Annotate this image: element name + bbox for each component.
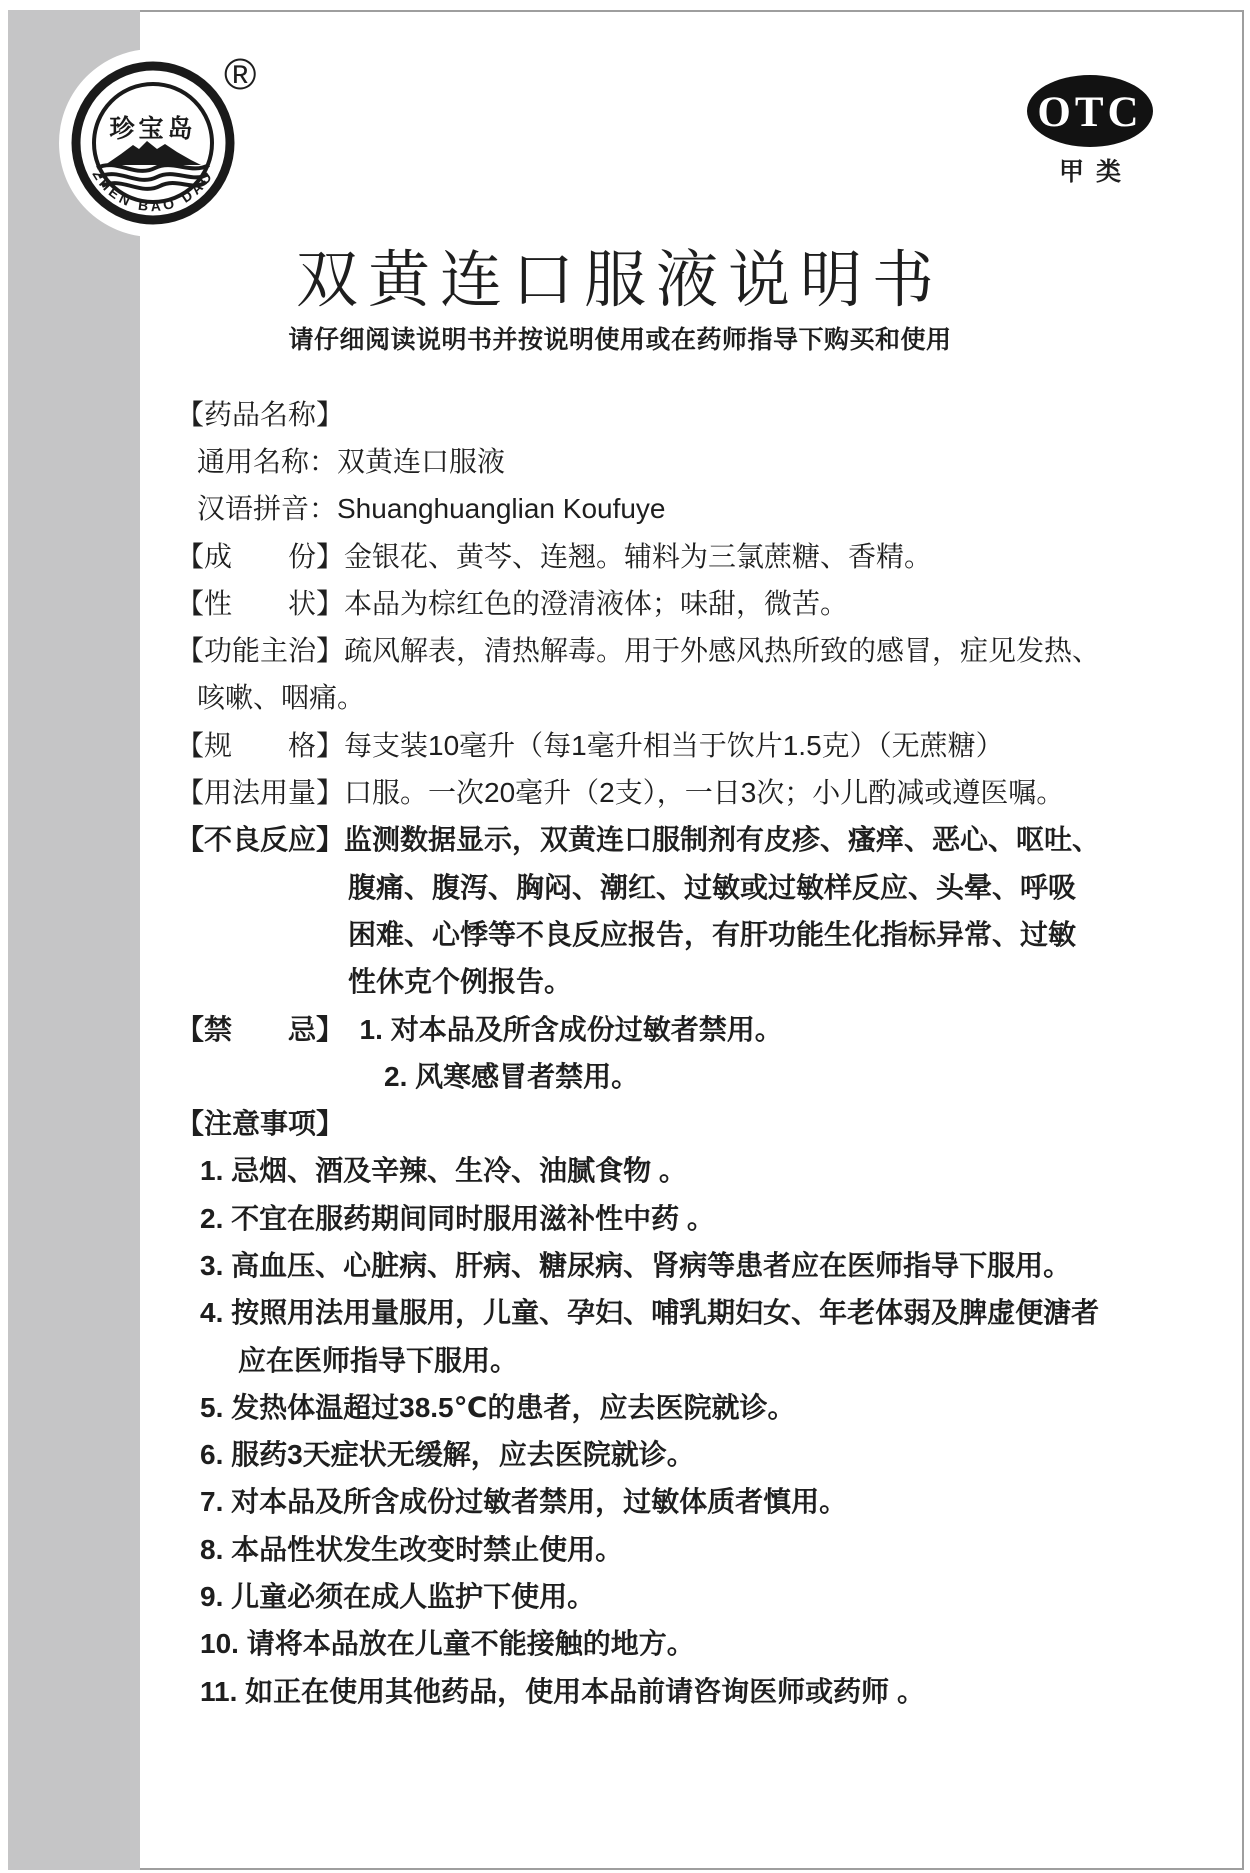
text-line: 困难、心悸等不良反应报告，有肝功能生化指标异常、过敏 [348,918,1077,950]
text-line: 通用名称：双黄连口服液 [197,445,506,477]
text-line: 汉语拼音：Shuanghuanglian Koufuye [197,493,666,525]
text-line: 【规 格】每支装10毫升（每1毫升相当于饮片1.5克）（无蔗糖） [176,729,1004,761]
text-line: 【药品名称】 [176,398,345,430]
logo-outer-ring-icon [76,66,230,220]
text-line: 8. 本品性状发生改变时禁止使用。 [200,1533,624,1565]
text-line: 1. 忌烟、酒及辛辣、生冷、油腻食物 。 [200,1155,687,1187]
text-line: 【用法用量】口服。一次20毫升（2支），一日3次；小儿酌减或遵医嘱。 [176,777,1065,809]
drug-title: 双黄连口服液说明书 [295,247,944,315]
text-line: 腹痛、腹泻、胸闷、潮红、过敏或过敏样反应、头晕、呼吸 [348,871,1077,903]
logo-arc-text: ZHEN BAO DAO [89,166,217,215]
text-line: 【注意事项】 [176,1108,345,1140]
text-line: 10. 请将本品放在儿童不能接触的地方。 [200,1628,695,1660]
text-line: 6. 服药3天症状无缓解，应去医院就诊。 [200,1439,695,1471]
text-line: 【成 份】金银花、黄芩、连翘。辅料为三氯蔗糖、香精。 [176,540,933,572]
text-line: 【不良反应】监测数据显示，双黄连口服制剂有皮疹、瘙痒、恶心、呕吐、 [176,824,1101,856]
registered-trademark: ® [224,50,257,99]
text-line: 2. 不宜在服药期间同时服用滋补性中药 。 [200,1202,715,1234]
otc-category-label: 甲类 [1058,158,1133,186]
body-lines [0,389,1250,1713]
text-line: 【功能主治】疏风解表，清热解毒。用于外感风热所致的感冒，症见发热、 [176,635,1101,667]
text-line: 5. 发热体温超过38.5℃的患者，应去医院就诊。 [200,1391,796,1423]
text-line: 11. 如正在使用其他药品，使用本品前请咨询医师或药师 。 [200,1675,925,1707]
text-line: 3. 高血压、心脏病、肝病、糖尿病、肾病等患者应在医师指导下服用。 [200,1249,1072,1281]
text-line: 【性 状】本品为棕红色的澄清液体；味甜，微苦。 [176,587,849,619]
text-line: 4. 按照用法用量服用，儿童、孕妇、哺乳期妇女、年老体弱及脾虚便溏者 [200,1297,1100,1329]
text-line: 应在医师指导下服用。 [238,1344,519,1376]
logo-text: 珍宝岛 [109,115,197,143]
text-line: 7. 对本品及所含成份过敏者禁用，过敏体质者慎用。 [200,1486,848,1518]
text-line: 2. 风寒感冒者禁用。 [384,1060,640,1092]
text-line: 性休克个例报告。 [348,966,573,998]
text-line: 咳嗽、咽痛。 [197,682,366,714]
text-line: 9. 儿童必须在成人监护下使用。 [200,1581,596,1613]
otc-badge-label: OTC [1037,89,1143,136]
otc-badge [1010,72,1170,150]
text-line: 【禁 忌】 1. 对本品及所含成份过敏者禁用。 [176,1013,783,1045]
read-instructions-subtitle: 请仔细阅读说明书并按说明使用或在药师指导下购买和使用 [288,326,952,354]
